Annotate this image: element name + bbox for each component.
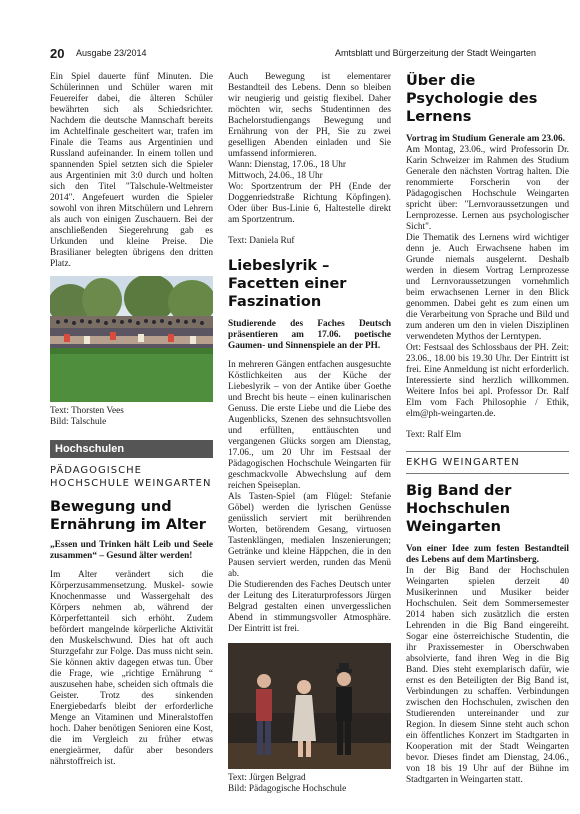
photo-credit-image: Bild: Talschule	[50, 417, 107, 427]
column-right	[406, 72, 569, 806]
article-kicker: PÄDAGOGISCHE HOCHSCHULE WEINGARTEN	[50, 465, 212, 489]
publication-title: Amtsblatt und Bürgerzeitung der Stadt Weingarten	[335, 48, 536, 58]
text-credit: Text: Daniela Ruf	[228, 236, 295, 246]
article-lead: Von einer Idee zum festen Bestandteil des Lebens auf dem Martinsberg.	[406, 544, 569, 565]
photo-credit-text: Text: Thorsten Vees	[50, 406, 124, 416]
page-header	[50, 46, 536, 60]
article-lead: „Essen und Trinken hält Leib und Seele zusammen“ – Gesund älter werden!	[50, 540, 213, 561]
article-body: Auch Bewegung ist elementarer Bestandteil des Lebens. Denn so bleiben wir neugierig und geistig flexibel. Daher möchten wir, sechs Studentinnen des Bachelorstudiengangs Bewegung und Ernährung von der PH, Sie zu zwei geselligen Abenden einladen und Sie umfassend informieren.	[228, 72, 391, 159]
article-body: In der Big Band der Hochschulen Weingarten spielen derzeit 40 Musikerinnen und Musiker beider Hochschulen. Seit dem Sommersemester 2014 haben sich zusätzlich die ersten Lehrenden in die Big Band eingereiht. Sogar eine österreichische Studentin, die ihr Praxissemester in Oberschwaben absolvierte, fand ihren Weg in die Big Band. Dies steht exemplarisch dafür, wie ernst es den Beteiligten der Big Band ist, Verbindungen zu schaffen. Verbindungen zwischen den Hochschulen, zwischen den Studierenden untereinander und zur Region. In diesem Sinne steht auch schon ein öffentliches Konzert im Stadtgarten in Kooperation mit der Stadt Weingarten bevor. Dieses findet am Dienstag, 24.06., von 18 bis 19 Uhr auf der Bühne im Stadtgarten in Weingarten statt.	[406, 566, 569, 785]
article-headline: Big Band der Hochschulen Weingarten	[406, 483, 512, 535]
article-kicker: EKHG WEINGARTEN	[406, 457, 520, 468]
event-when-2: Mittwoch, 24.06., 18 Uhr	[228, 171, 323, 181]
article-body: Am Montag, 23.06., wird Professorin Dr. Karin Schweizer im Rahmen des Studium Generale den nächsten Vortrag halten. Die renommierte Forscherin von der Pädagogischen Hochschule Weingarten spricht über: "Lernvoraussetzungen und Lernprozesse. Lernen aus psychologischer Sicht".	[406, 145, 569, 232]
page-number: 20	[50, 46, 65, 61]
article-headline: Bewegung und Ernährung im Alter	[50, 499, 206, 533]
article-continuation: Ein Spiel dauerte fünf Minuten. Die Schülerinnen und Schüler waren mit Feuereifer dabei, die älteren Schüler bewährten sich als Schiedsrichter. Nachdem die deutsche Mannschaft bereits im Achtelfinale gescheitert war, trafen im Finale die Teams aus Argentinien und Russland aufeinander. In einem tollen und spannenden Spiel setzten sich die Spieler aus Argentinien mit 3:0 durch und holten sich den Titel "Talschule-Weltmeister 2014". Angefeuert wurden die Spieler sowohl von ihren Mitschülern und Lehrern als auch von einigen Zuschauern. Bei der anschließenden Siegerehrung gab es Urkunden und kleine Preise. Die Brasilianer belegten übrigens den dritten Platz.	[50, 72, 213, 269]
article-body: Die Studierenden des Faches Deutsch unter der Leitung des Literaturprofessors Jürgen Belgrad gestalten einen unvergesslichen Abend in stimmungsvoller Atmosphäre. Der Eintritt ist frei.	[228, 580, 391, 634]
column-left	[50, 72, 213, 806]
text-credit: Text: Ralf Elm	[406, 430, 462, 440]
article-headline: Über die Psychologie des Lernens	[406, 73, 538, 125]
event-where: Wo: Sportzentrum der PH (Ende der Doggenriedstraße Richtung Köpfingen). Oder über Bus-Linie 6, Haltestelle direkt am Sportzentrum.	[228, 182, 391, 225]
photo-credit-text: Text: Jürgen Belgrad	[228, 773, 306, 783]
section-heading-hochschulen: Hochschulen	[50, 440, 213, 458]
article-body: Im Alter verändert sich die Körperzusammensetzung. Muskel- sowie Knochenmasse und Wassergehalt des Körpers nehmen ab, während der Körperfettanteil sich erhöht. Zudem befördert mangelnde körperliche Aktivität den Muskelschwund. Dies hat oft auch Sturzgefahr zur Folge. Das muss nicht sein. Sie können aktiv dagegen etwas tun. Über die Frage, wie „richtige Ernährung “ auszusehen habe, scheiden sich oftmals die Geister. Trotz des sinkenden Energiebedarfs bleibt der erforderliche Menge an Vitaminen und Mineralstoffen hoch. Daher benötigen Senioren eine Kost, die im Vergleich zu früher etwas energieärmer, dafür aber besonders nährstoffreich ist.	[50, 570, 213, 767]
article-lead: Vortrag im Studium Generale am 23.06.	[406, 134, 565, 144]
stage-performance-photo	[228, 643, 391, 769]
article-body: Als Tasten-Spiel (am Flügel: Stefanie Göbel) werden die lyrischen Genüsse genüsslich serviert mit berührenden Worten, betörendem Gesang, virtuosen Tastenklängen, medialen Inszenierungen; Getränke und kleine Häppchen, die in den Pausen serviert werden, runden das Menü ab.	[228, 492, 391, 579]
article-headline: Liebeslyrik – Facetten einer Faszination	[228, 258, 347, 310]
school-group-photo	[50, 276, 213, 402]
article-body: Die Thematik des Lernens wird wichtiger denn je. Auch Erwachsene haben im Grunde niemals ausgelernt. Deshalb werden in diesem Vortrag Lernprozesse und Lernvoraussetzungen vornehmlich beim erwachsenen Lerner in den Blick genommen. Dabei geht es zum einen um die Verarbeitung von Sprache und Bild und zum anderen um den in vielen Disziplinen verwendeten Mythos der Lerntypen.	[406, 233, 569, 342]
column-middle	[228, 72, 391, 806]
article-lead: Studierende des Faches Deutsch präsentieren am 17.06. poetische Gaumen- und Sinnenspiele an der PH.	[228, 319, 391, 351]
issue-label: Ausgabe 23/2014	[76, 48, 147, 58]
article-body: In mehreren Gängen entfachen ausgesuchte Köstlichkeiten aus der Küche der Liebeslyrik – von der Antike über Goethe und Brecht bis heute – einen kulinarischen Genuss. Die erste Liebe und die Liebe des Augenblicks, Szenen des sehnsuchtsvollen und erfüllten, enttäuschten und vergangenen Glücks sorgen am Dienstag, 17.06., um 20 Uhr im Festsaal der Pädagogischen Hochschule Weingarten für geschmackvolle Abwechslung auf dem reichen Speiseplan.	[228, 360, 391, 491]
article-body: Ort: Festsaal des Schlossbaus der PH. Zeit: 23.06., 18.00 bis 19.30 Uhr. Der Eintritt ist frei. Eine Anmeldung ist nicht erforderlich. Interessierte sind herzlich willkommen. Weitere Infos bei apl. Professor Dr. Ralf Elm vom Fach Philosophie / Ethik, elm@ph-weingarten.de.	[406, 343, 569, 419]
event-when: Wann: Dienstag, 17.06., 18 Uhr	[228, 160, 347, 170]
photo-credit-image: Bild: Pädagogische Hochschule	[228, 784, 347, 794]
